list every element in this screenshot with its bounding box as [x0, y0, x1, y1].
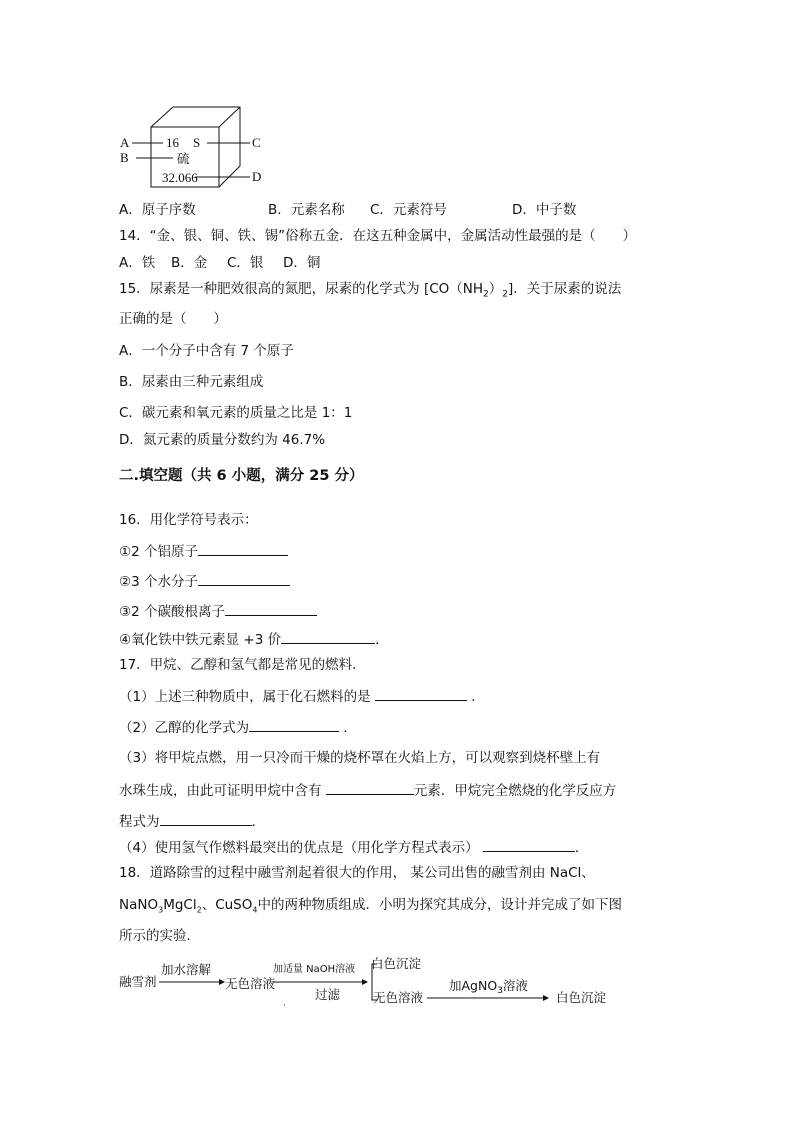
- q14-option-c: C．银: [227, 255, 264, 271]
- q15-option-b: B．尿素由三种元素组成: [119, 374, 264, 390]
- q13-option-d: D．中子数: [512, 202, 577, 218]
- q15-option-d: D．氮元素的质量分数约为 46.7%: [119, 432, 326, 448]
- q16-stem: 16．用化学符号表示：: [119, 512, 258, 528]
- q17-part-1: （1）上述三种物质中，属于化石燃料的是 ．: [119, 686, 485, 706]
- q14-option-a: A．铁: [119, 255, 156, 271]
- q17-part-3-line1: （3）将甲烷点燃，用一只冷而干燥的烧杯罩在火焰上方，可以观察到烧杯壁上有: [119, 750, 601, 766]
- atomic-mass: 32.066: [162, 170, 198, 185]
- label-b: B: [120, 150, 129, 165]
- q14-option-d: D．铜: [283, 255, 321, 271]
- q17-part-2: （2）乙醇的化学式为 ．: [119, 717, 357, 737]
- label-c: C: [252, 135, 261, 150]
- q15-stem-line2: 正确的是（ ）: [119, 311, 227, 327]
- q17-stem: 17．甲烷、乙醇和氢气都是常见的燃料．: [119, 657, 366, 673]
- q18-line1: 18．道路除雪的过程中融雪剂起着很大的作用， 某公司出售的融雪剂由 NaCl、: [119, 865, 595, 881]
- flow-precipitate1: 白色沉淀: [371, 956, 422, 971]
- element-box-diagram: [115, 100, 275, 195]
- q14-stem: 14．“金、银、铜、铁、锡”俗称五金．在这五种金属中，金属活动性最强的是（ ）: [119, 228, 637, 244]
- q16-item-1: ①2 个铝原子: [119, 541, 288, 561]
- element-name: 硫: [177, 151, 190, 166]
- flow-step1: 加水溶解: [161, 962, 212, 977]
- q13-option-c: C．元素符号: [370, 202, 447, 218]
- flow-solution2: 无色溶液: [373, 990, 424, 1005]
- flow-start: 融雪剂: [119, 974, 157, 989]
- q17-part-3-line3: 程式为 ．: [119, 811, 265, 831]
- q17-part-3-line2: 水珠生成，由此可证明甲烷中含有 元素．甲烷完全燃烧的化学反应方: [119, 780, 616, 800]
- section-heading: 二.填空题（共 6 小题，满分 25 分）: [119, 468, 364, 484]
- flow-step3: 加AgNO$_3$溶液: [449, 978, 528, 996]
- q18-line3: 所示的实验．: [119, 928, 200, 944]
- flow-filter: 过滤: [315, 987, 341, 1002]
- q16-item-3: ③2 个碳酸根离子: [119, 601, 317, 621]
- q16-item-2: ②3 个水分子: [119, 571, 290, 591]
- q13-option-b: B．元素名称: [268, 202, 345, 218]
- q15-stem: 15．尿素是一种肥效很高的氮肥，尿素的化学式为 $[CO(NH_2)_2]$．关于尿素的说法: [119, 281, 622, 300]
- flow-step2: 加适量 NaOH溶液: [273, 964, 356, 975]
- q15-option-a: A．一个分子中含有 7 个原子: [119, 343, 294, 359]
- experiment-flow-diagram: [115, 952, 625, 1012]
- label-a: A: [120, 135, 130, 150]
- q17-part-4: （4）使用氢气作燃料最突出的优点是（用化学方程式表示） ．: [119, 837, 588, 857]
- q14-option-b: B．金: [171, 255, 208, 271]
- flow-solution1: 无色溶液: [225, 976, 276, 991]
- label-d: D: [252, 169, 262, 184]
- svg-text:·: ·: [283, 1001, 286, 1011]
- element-symbol: S: [193, 135, 201, 150]
- atomic-number: 16: [166, 135, 179, 150]
- q16-item-4: ④氧化铁中铁元素显 +3 价 ．: [119, 629, 389, 649]
- q13-option-a: A．原子序数: [119, 202, 196, 218]
- q15-option-c: C．碳元素和氧元素的质量之比是 1：1: [119, 405, 353, 421]
- q18-line2: NaNO$_3$MgCl$_2$、CuSO$_4$中的两种物质组成．小明为探究其成分，设计并完成了如下图: [119, 897, 622, 915]
- flow-precipitate2: 白色沉淀: [556, 990, 607, 1005]
